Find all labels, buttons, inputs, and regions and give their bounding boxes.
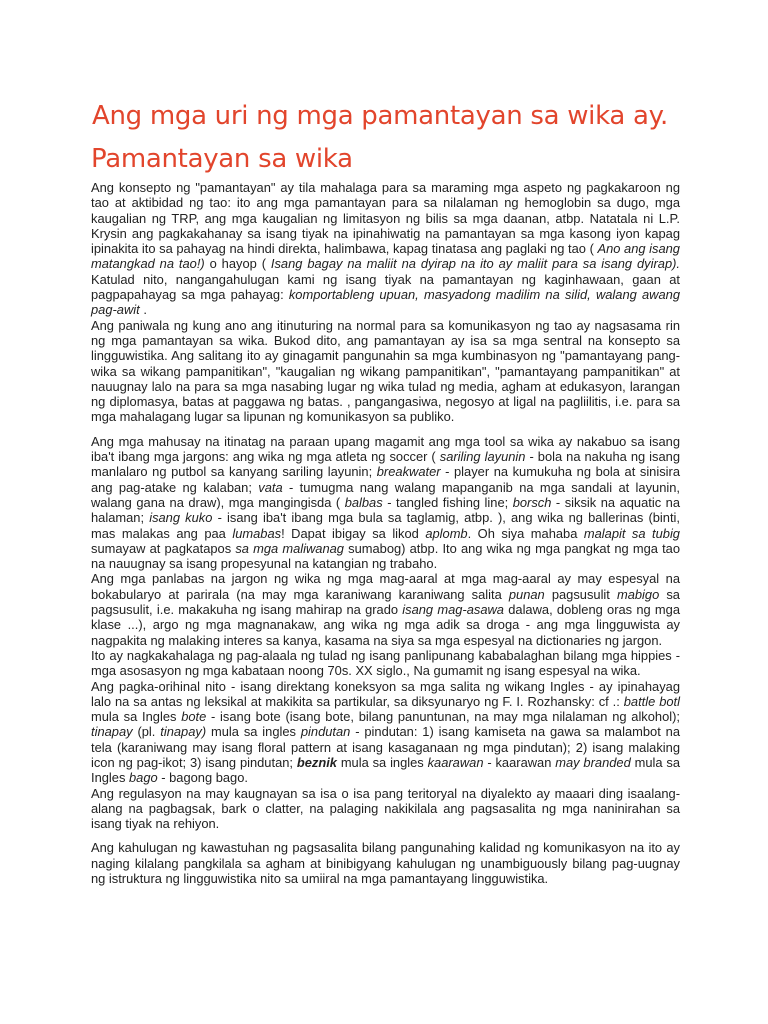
- paragraph-7: [91, 786, 680, 832]
- page-title: Ang mga uri ng mga pamantayan sa wika ay.: [92, 101, 668, 131]
- emphasis-term: tinapay): [160, 724, 207, 740]
- emphasis-term: borsch: [512, 494, 552, 510]
- text-run: Ang paniwala ng kung ano ang itinuturing na normal para sa komunikasyon ng tao ay nagsasama rin ng mga pamantayan sa wika. Bukod dito, ang pamantayan ay isa sa mga sentral na konsepto sa lingguwistika. Ang salitang ito ay ginagamit pangunahin sa mga kumbinasyon ng "pamantayang pang-wika sa wikang pampanitikan", "kaugalian ng wikang pampanitikan", "pamantayang pampanitikan" at nauugnay lalo na para sa mga nasabing lugar ng wika tulad ng media, agham at edukasyon, larangan ng diplomasya, batas at paggawa ng batas. , pangangasiwa, negosyo at ligal na pagliilitis, i.e. para sa mga mahalagang lugar sa lipunan ng komunikasyon sa publiko.: [91, 317, 680, 425]
- text-run: mula sa Ingles: [91, 754, 680, 786]
- emphasis-term: punan: [508, 586, 545, 602]
- text-run: - pindutan: 1) isang kamiseta na gawa sa malambot na tela (karaniwang may isang floral pattern at isang kasaganaan ng mga pindutan); 2) isang malaking icon ng pag-ikot; 3) isang pindutan;: [91, 724, 681, 770]
- section-heading: Pamantayan sa wika: [91, 144, 353, 174]
- paragraph-6: [91, 679, 680, 786]
- text-run: - tumugma nang walang mapanganib na mga sandali at layunin, walang gana na draw), mga mangingisda (: [91, 479, 680, 510]
- text-run: - siksik na aquatic na halaman;: [91, 494, 680, 526]
- text-run: sa pagsusulit, i.e. makakuha ng isang mahirap na grado: [91, 586, 680, 618]
- text-run: - bagong bago.: [157, 770, 248, 786]
- emphasis-term: balbas: [344, 494, 383, 510]
- emphasis-term: tinapay: [91, 724, 133, 740]
- emphasis-term: sa mga maliwanag: [235, 540, 344, 556]
- paragraph-4: [91, 571, 680, 647]
- emphasis-term: malapit sa tubig: [583, 525, 680, 541]
- emphasis-term: kaarawan: [427, 754, 484, 770]
- text-run: - tangled fishing line;: [382, 494, 513, 510]
- text-run: ! Dapat ibigay sa likod: [281, 525, 426, 541]
- article-body: [91, 180, 680, 886]
- emphasis-term: beznik: [296, 754, 337, 770]
- emphasis-term: mabigo: [616, 586, 660, 602]
- text-run: - isang bote (isang bote, bilang panuntunan, na may mga nilalaman ng alkohol);: [206, 709, 680, 725]
- emphasis-term: bote: [181, 709, 207, 725]
- emphasis-term: komportableng upuan, masyadong madilim na silid, walang awang pag-awit: [91, 287, 680, 318]
- emphasis-term: lumabas: [232, 525, 282, 541]
- text-run: - isang iba't ibang mga bula sa taglamig, atbp. ), ang wika ng ballerinas (binti, mas malakas ang paa: [91, 510, 680, 541]
- text-run: Ang konsepto ng "pamantayan" ay tila mahalaga para sa maraming mga aspeto ng pagkakaroon ng tao at aktibidad ng tao: ito ang mga pamantayan para sa nilalaman ng hemoglobin sa dugo, mga kaugalian ng TRP, ang mga kaugalian ng limitasyon ng bilis sa mga daanan, atbp. Natatala ni L.P. Krysin ang pagkakahanay sa isang tiyak na ipinahiwatig na pamantayan sa mga kasong iyon kapag ipinakita ito sa pahayag na hindi direkta, halimbawa, kapag tinatasa ang paglaki ng tao (: [91, 180, 680, 257]
- text-run: (pl.: [132, 724, 161, 740]
- emphasis-term: breakwater: [376, 464, 441, 480]
- text-run: . Oh siya mahaba: [467, 525, 584, 541]
- paragraph-1: [91, 180, 680, 318]
- text-run: mula sa ingles: [206, 724, 301, 740]
- emphasis-term: aplomb: [425, 525, 468, 541]
- paragraph-3: [91, 434, 680, 572]
- paragraph-8: [91, 840, 680, 886]
- text-run: sumabog) atbp. Ito ang wika ng mga pangkat ng mga tao na nauugnay sa isang propesyunal na katangian ng trabaho.: [91, 540, 680, 572]
- text-run: o hayop (: [204, 256, 271, 272]
- text-run: .: [139, 302, 147, 318]
- emphasis-term: may branded: [555, 754, 631, 770]
- emphasis-term: isang mag-asawa: [402, 602, 504, 618]
- paragraph-5: [91, 648, 680, 679]
- text-run: - kaarawan: [483, 754, 556, 770]
- text-run: - bola na nakuha ng isang manlalaro ng putbol sa kanyang sariling layunin;: [91, 449, 680, 480]
- text-run: sumayaw at pagkatapos: [91, 540, 236, 556]
- text-run: Ang pagka-orihinal nito - isang direktang koneksyon sa mga salita ng wikang Ingles - ay ipinahayag lalo na sa antas ng leksikal at makikita sa partikular, sa diksyunaryo ng F. I. Rozhansky: cf .:: [91, 678, 680, 709]
- text-run: mula sa Ingles: [91, 709, 182, 725]
- paragraph-2: [91, 318, 680, 425]
- emphasis-term: Ano ang isang matangkad na tao!): [91, 241, 680, 272]
- text-run: pagsusulit: [544, 586, 617, 602]
- text-run: Ang regulasyon na may kaugnayan sa isa o isa pang teritoryal na diyalekto ay maaari ding isaalang-alang na pagbagsak, bark o clatter, na palaging nakikilala ang pagsasalita ng mga naninirahan sa isang tiyak na rehiyon.: [91, 785, 680, 832]
- emphasis-term: bago: [128, 770, 158, 786]
- emphasis-term: Isang bagay na maliit na dyirap na ito ay maliit para sa isang dyirap).: [270, 256, 680, 272]
- text-run: mula sa ingles: [336, 754, 428, 770]
- emphasis-term: isang kuko: [149, 510, 213, 526]
- text-run: dalawa, dobleng oras ng mga klase ...), argo ng mga magnanakaw, ang wika ng mga adik sa droga - ang mga lingguwista ay nagpakita ng malaking interes sa kanya, kasama na siya sa mga espesyal na dictionaries ng jargon.: [91, 602, 681, 648]
- text-run: Ang mga mahusay na itinatag na paraan upang magamit ang mga tool sa wika ay nakabuo sa isang iba't ibang mga jargons: ang wika ng mga atleta ng soccer (: [91, 433, 680, 465]
- text-run: Ito ay nagkakahalaga ng pag-alaala ng tulad ng isang panlipunang kababalaghan bilang mga hippies - mga asosasyon ng mga kabataan noong 70s. XX siglo., Na gumamit ng isang espesyal na wika.: [91, 647, 680, 679]
- text-run: Ang kahulugan ng kawastuhan ng pagsasalita bilang pangunahing kalidad ng komunikasyon na ito ay naging kilalang pangkilala sa agham at binibigyang kahulugan ng unambiguously bilang pag-uugnay ng istruktura ng lingguwistika nito sa umiiral na mga pamantayang lingguwistika.: [91, 840, 680, 887]
- emphasis-term: sariling layunin: [439, 449, 526, 465]
- emphasis-term: vata: [258, 479, 283, 495]
- text-run: Ang mga panlabas na jargon ng wika ng mga mag-aaral at mga mag-aaral ay may espesyal na bokabularyo at parirala (na may mga karaniwang karaniwang salita: [91, 571, 680, 602]
- text-run: - player na kumukuha ng bola at sinisira ang pag-atake ng kalaban;: [91, 464, 680, 495]
- emphasis-term: battle botl: [623, 693, 680, 709]
- text-run: Katulad nito, nangangahulugan kami ng isang tiyak na pamantayan ng kaginhawaan, gaan at pagpapahayag sa mga pahayag:: [91, 271, 680, 303]
- emphasis-term: pindutan: [300, 724, 351, 740]
